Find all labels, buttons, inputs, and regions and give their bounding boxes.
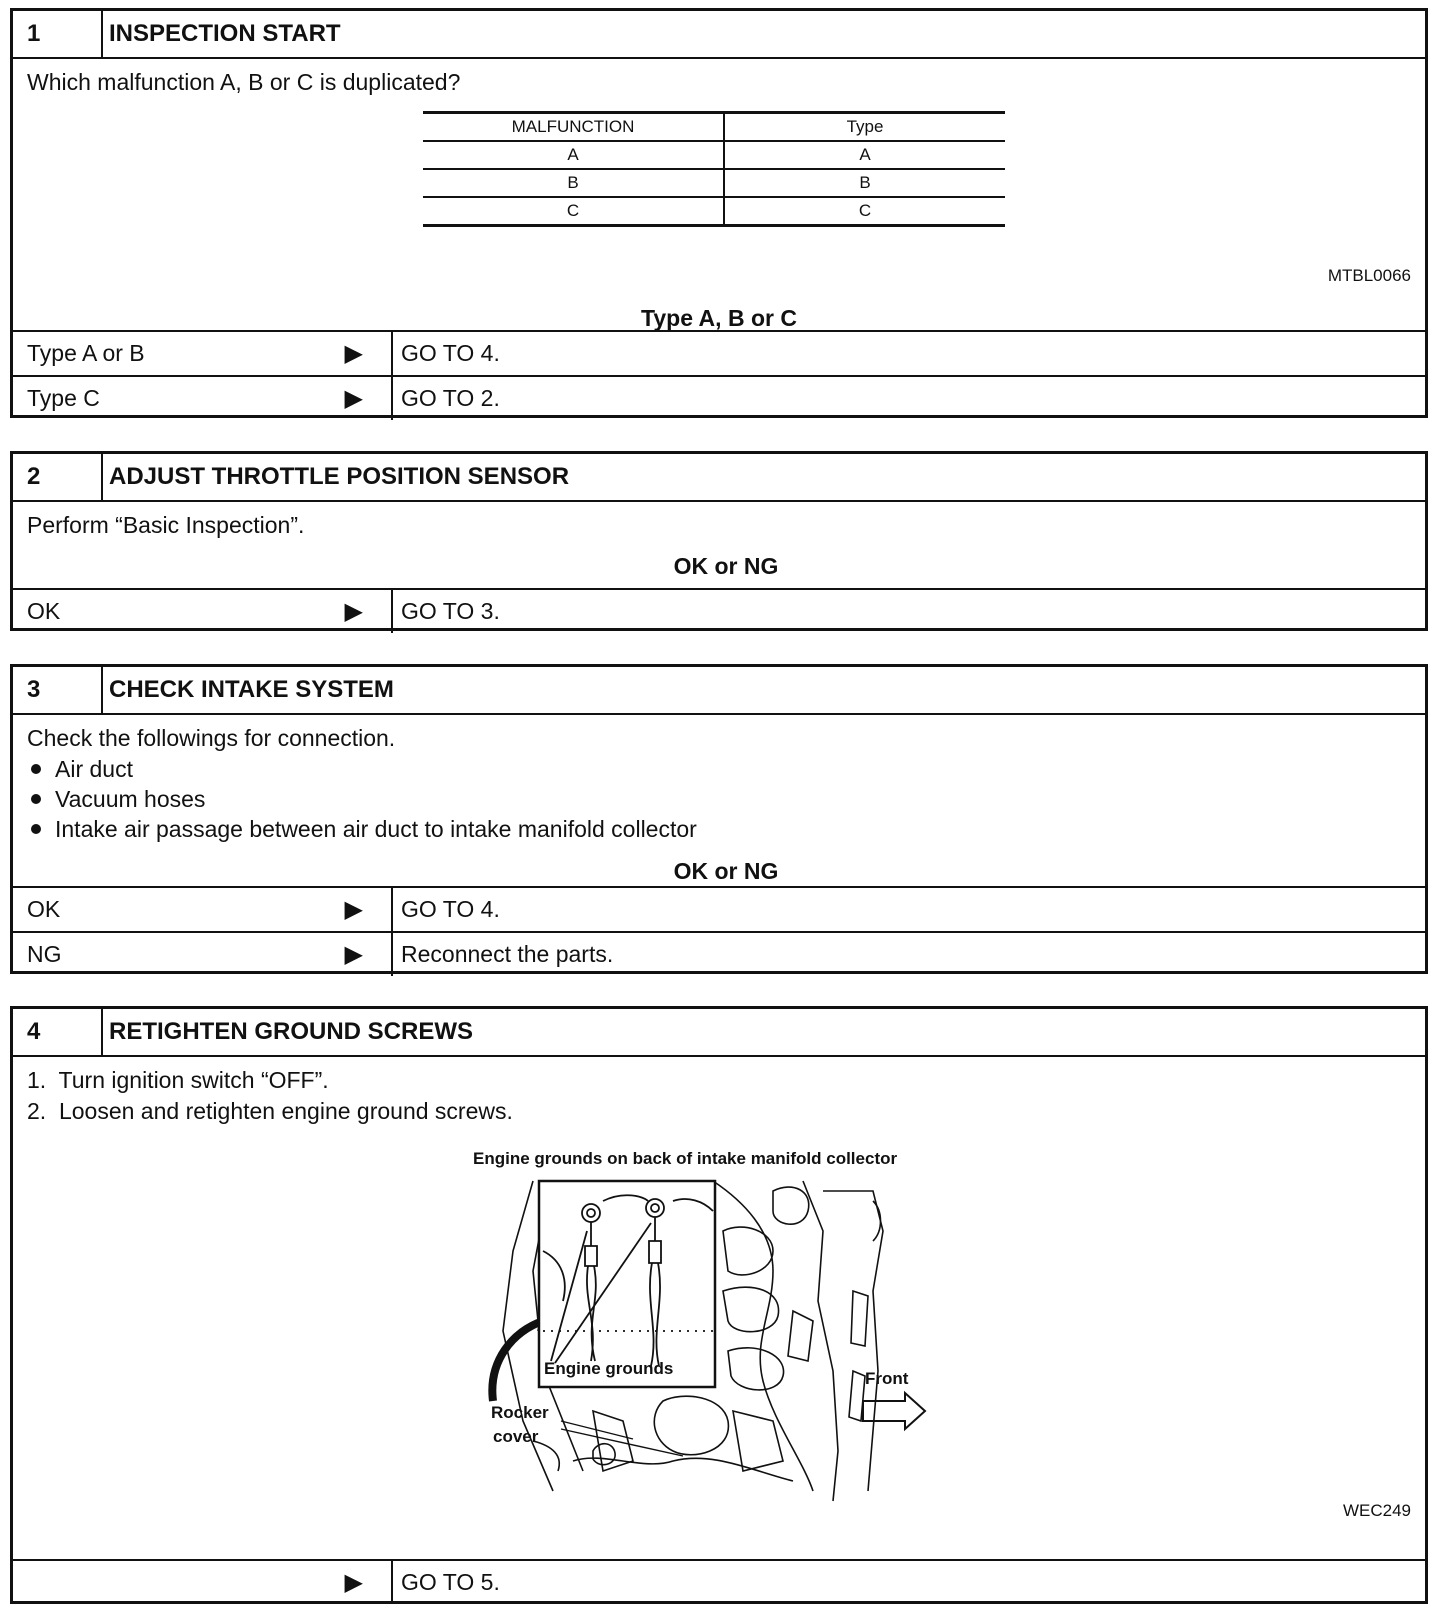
result-condition xyxy=(13,590,393,633)
step-title: CHECK INTAKE SYSTEM xyxy=(109,676,394,703)
step-header xyxy=(13,454,1425,502)
result-action: GO TO 2. xyxy=(401,385,500,411)
step-number: 1 xyxy=(13,11,103,57)
result-row xyxy=(13,1559,1425,1604)
step-title: RETIGHTEN GROUND SCREWS xyxy=(109,1018,474,1045)
result-row xyxy=(13,588,1425,633)
table-header-cell: MALFUNCTION xyxy=(423,113,724,142)
arrow-icon: ▶ xyxy=(344,598,363,625)
result-condition xyxy=(13,377,393,420)
bullet-icon xyxy=(31,764,41,774)
figure-label-front: Front xyxy=(865,1369,909,1388)
table-cell: A xyxy=(724,141,1005,169)
table-row xyxy=(423,169,1005,197)
result-action: GO TO 4. xyxy=(401,340,500,366)
result-condition xyxy=(13,332,393,375)
procedure-step: 1. Turn ignition switch “OFF”. xyxy=(27,1067,329,1093)
result-row xyxy=(13,330,1425,375)
arrow-icon: ▶ xyxy=(344,941,363,968)
list-item-text: Air duct xyxy=(55,756,133,782)
figure-label-cover: cover xyxy=(493,1427,539,1446)
table-header-row xyxy=(423,113,1005,142)
result-condition xyxy=(13,1561,393,1604)
result-condition xyxy=(13,933,393,976)
step-1-box xyxy=(10,8,1428,418)
step-3-box xyxy=(10,664,1428,974)
result-row xyxy=(13,931,1425,976)
figure-reference: WEC249 xyxy=(1342,1501,1411,1520)
step-2-box xyxy=(10,451,1428,631)
figure-reference: MTBL0066 xyxy=(1327,266,1411,285)
figure-label-rocker: Rocker xyxy=(491,1403,549,1422)
arrow-icon: ▶ xyxy=(344,385,363,412)
step-header xyxy=(13,1009,1425,1057)
step-4-box xyxy=(10,1006,1428,1604)
criteria-label: Type A, B or C xyxy=(641,305,797,331)
arrow-icon: ▶ xyxy=(344,340,363,367)
question-text: Which malfunction A, B or C is duplicated? xyxy=(27,69,461,95)
list-item-text: Vacuum hoses xyxy=(55,786,206,812)
result-row xyxy=(13,886,1425,931)
table-header-cell: Type xyxy=(724,113,1005,142)
step-header xyxy=(13,667,1425,715)
step-body xyxy=(13,1057,1425,1559)
table-row xyxy=(423,141,1005,169)
figure-label-grounds: Engine grounds xyxy=(544,1359,674,1378)
result-action: GO TO 5. xyxy=(401,1569,500,1595)
arrow-icon: ▶ xyxy=(344,1569,363,1596)
list-item xyxy=(27,784,1425,814)
result-condition xyxy=(13,888,393,931)
condition-label: Type A or B xyxy=(27,340,145,366)
malfunction-table xyxy=(423,111,1005,227)
step-number: 3 xyxy=(13,667,103,713)
instruction-text: Check the followings for connection. xyxy=(27,725,396,751)
step-body xyxy=(13,502,1425,588)
engine-ground-figure xyxy=(473,1171,943,1511)
step-title: INSPECTION START xyxy=(109,20,341,47)
procedure-step: 2. Loosen and retighten engine ground screws. xyxy=(27,1098,513,1124)
table-cell: B xyxy=(724,169,1005,197)
instruction-text: Perform “Basic Inspection”. xyxy=(27,512,305,538)
table-row xyxy=(423,197,1005,226)
figure-caption: Engine grounds on back of intake manifold collector xyxy=(473,1149,898,1168)
result-row xyxy=(13,375,1425,420)
table-cell: C xyxy=(423,197,724,226)
result-action: GO TO 4. xyxy=(401,896,500,922)
step-number: 4 xyxy=(13,1009,103,1055)
step-title: ADJUST THROTTLE POSITION SENSOR xyxy=(109,463,570,490)
table-cell: B xyxy=(423,169,724,197)
result-action: GO TO 3. xyxy=(401,598,500,624)
table-cell: C xyxy=(724,197,1005,226)
condition-label: OK xyxy=(27,896,61,922)
table-cell: A xyxy=(423,141,724,169)
list-item xyxy=(27,754,1425,784)
criteria-label: OK or NG xyxy=(673,858,779,884)
step-header xyxy=(13,11,1425,59)
bullet-icon xyxy=(31,794,41,804)
step-body xyxy=(13,715,1425,886)
step-body xyxy=(13,59,1425,330)
arrow-icon: ▶ xyxy=(344,896,363,923)
condition-label: NG xyxy=(27,941,62,967)
condition-label: Type C xyxy=(27,385,100,411)
step-number: 2 xyxy=(13,454,103,500)
list-item-text: Intake air passage between air duct to intake manifold collector xyxy=(55,816,697,842)
criteria-label: OK or NG xyxy=(673,553,779,579)
result-action: Reconnect the parts. xyxy=(401,941,614,967)
bullet-icon xyxy=(31,824,41,834)
condition-label: OK xyxy=(27,598,61,624)
list-item xyxy=(27,814,1425,844)
